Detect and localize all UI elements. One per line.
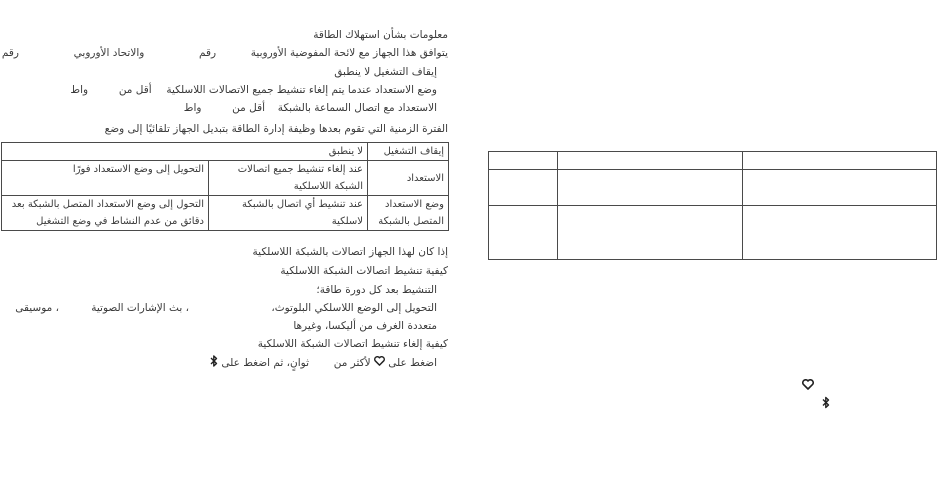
compliance-line	[1, 46, 448, 60]
audio-streaming-label: ، بث الإشارات الصوتية	[91, 302, 189, 314]
switch-to-wireless: التحويل إلى الوضع اللاسلكي البلوتوث،	[271, 302, 437, 314]
table-cell	[743, 170, 937, 206]
networked-less-than: أقل من	[232, 102, 265, 114]
table-row	[489, 206, 937, 260]
bluetooth-icon	[210, 355, 218, 371]
table-cell-label: الاستعداد	[368, 161, 449, 196]
how-deactivate-heading: كيفية إلغاء تنشيط اتصالات الشبكة اللاسلكية	[257, 338, 448, 350]
table-cell-condition: عند إلغاء تنشيط جميع اتصالات الشبكة اللاسلكية	[209, 161, 368, 196]
music-label: ، موسيقى	[15, 302, 59, 314]
table-row	[489, 170, 937, 206]
standby-text: وضع الاستعداد عندما يتم إلغاء تنشيط جميع الاتصالات اللاسلكية	[166, 84, 437, 96]
standby-watt: واط	[70, 84, 89, 96]
empty-table	[488, 151, 937, 260]
table-cell-label: إيقاف التشغيل	[368, 143, 449, 161]
table-cell	[489, 170, 558, 206]
table-row	[2, 196, 449, 231]
compliance-text: يتوافق هذا الجهاز مع لائحة المفوضية الأوروبية	[250, 47, 448, 59]
power-management-period: الفترة الزمنية التي تقوم بعدها وظيفة إدارة الطاقة بتبديل الجهاز تلقائيًا إلى وضع	[104, 123, 448, 135]
table-cell	[558, 206, 743, 260]
table-row	[2, 161, 449, 196]
for-more-than: لأكثر من	[333, 357, 371, 369]
off-mode-line: إيقاف التشغيل لا ينطبق	[334, 66, 437, 78]
heart-icon	[374, 356, 385, 370]
bluetooth-icon	[822, 396, 830, 413]
heart-icon	[802, 379, 814, 394]
table-cell-label: وضع الاستعداد المتصل بالشبكة	[368, 196, 449, 231]
table-cell-value: لا ينطبق	[2, 143, 368, 161]
seconds-then-press: ثوانٍ، ثم اضغط على	[221, 357, 310, 369]
networked-watt: واط	[183, 102, 202, 114]
regulation-number-label: رقم	[199, 47, 217, 59]
standby-line	[70, 83, 437, 97]
table-cell-result: التحول إلى وضع الاستعداد المتصل بالشبكة بعد دقائق من عدم النشاط في وضع التشغيل	[2, 196, 209, 231]
eu-label: والاتحاد الأوروبي	[73, 47, 145, 59]
table-cell	[558, 152, 743, 170]
table-cell	[489, 206, 558, 260]
table-cell	[743, 152, 937, 170]
table-cell	[743, 206, 937, 260]
table-cell-condition: عند تنشيط أي اتصال بالشبكة لاسلكية	[209, 196, 368, 231]
wireless-question: إذا كان لهذا الجهاز اتصالات بالشبكة اللاسلكية	[252, 246, 448, 258]
networked-text: الاستعداد مع اتصال السماعة بالشبكة	[277, 102, 437, 114]
deactivate-instruction	[210, 355, 437, 371]
section-heading: معلومات بشأن استهلاك الطاقة	[313, 29, 448, 41]
networked-standby-line	[184, 101, 437, 115]
activate-after-power-cycle: التنشيط بعد كل دورة طاقة؛	[316, 284, 437, 296]
table-cell	[489, 152, 558, 170]
how-activate-heading: كيفية تنشيط اتصالات الشبكة اللاسلكية	[280, 265, 448, 277]
power-modes-table	[1, 142, 449, 231]
multiroom-line: متعددة الغرف من أليكسا، وغيرها	[293, 320, 437, 332]
table-cell	[558, 170, 743, 206]
regulation-number-label-2: رقم	[1, 47, 19, 59]
press-text: اضغط على	[388, 357, 437, 369]
table-cell-result: التحويل إلى وضع الاستعداد فورًا	[2, 161, 209, 196]
table-row	[489, 152, 937, 170]
standby-less-than: أقل من	[118, 84, 152, 96]
table-row	[2, 143, 449, 161]
